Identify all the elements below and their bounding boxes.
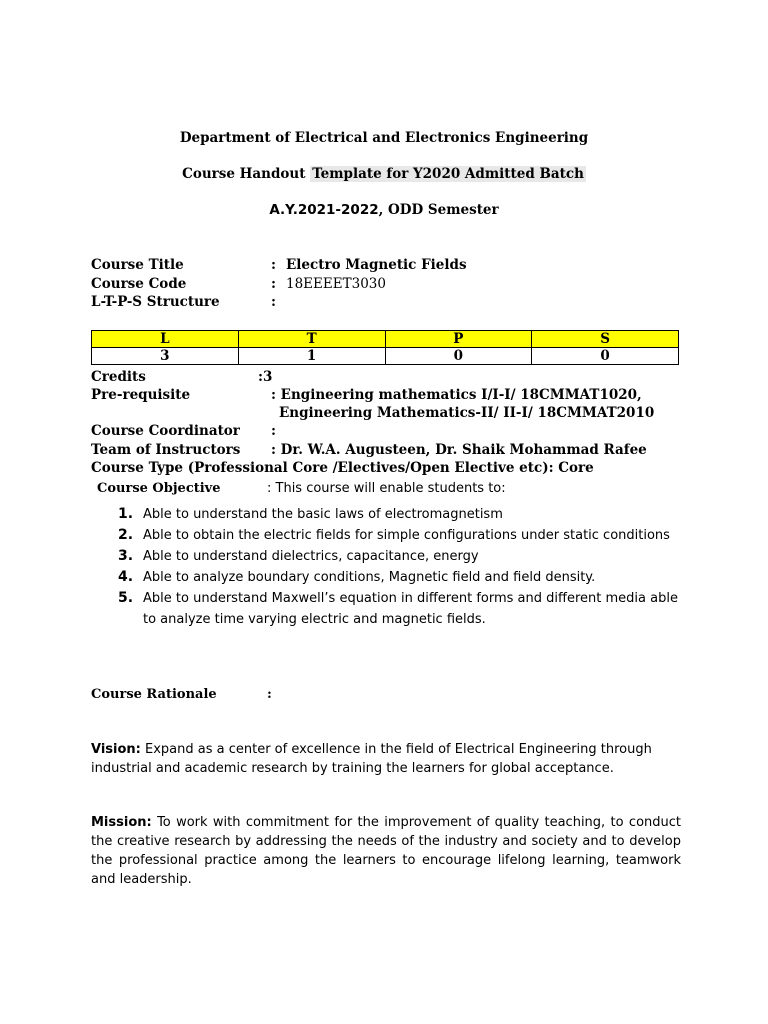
handout-title	[0, 166, 768, 182]
course-code-value: 18EEEET3030	[286, 276, 386, 292]
ltps-header-s: S	[532, 331, 679, 348]
handout-highlight: Template for Y2020 Admitted Batch	[312, 166, 584, 182]
list-item	[118, 525, 678, 546]
ltps-value-l: 3	[92, 348, 239, 365]
objective-text: Able to obtain the electric fields for simple configurations under static conditions	[143, 528, 670, 543]
course-type: Course Type (Professional Core /Electives/Open Elective etc): Core	[91, 460, 594, 476]
coordinator-sep: :	[271, 423, 276, 439]
ltps-header-p: P	[385, 331, 532, 348]
credits-value: :3	[258, 369, 273, 385]
department-title: Department of Electrical and Electronics Engineering	[179, 130, 589, 146]
mission-text: To work with commitment for the improvement of quality teaching, to conduct the creative research by addressing the needs of the industry and society and to develop the professional practice among the learners to encourage lifelong learning, teamwork and leadership.	[91, 815, 681, 887]
ltps-value-row	[92, 348, 679, 365]
ltps-header-t: T	[238, 331, 385, 348]
prereq-label: Pre-requisite	[91, 387, 191, 403]
vision-text: Expand as a center of excellence in the field of Electrical Engineering through industrial and academic research by training the learners for global acceptance.	[91, 742, 652, 776]
rationale-label: Course Rationale	[91, 687, 217, 702]
vision-label: Vision:	[91, 742, 141, 757]
objective-number: 5.	[118, 590, 134, 606]
vision-paragraph	[91, 740, 681, 778]
mission-paragraph	[91, 813, 681, 889]
ltps-header-l: L	[92, 331, 239, 348]
mission-label: Mission:	[91, 815, 152, 830]
prereq-line1: : Engineering mathematics I/I-I/ 18CMMAT1020,	[271, 387, 642, 403]
academic-year: A.Y.2021-2022	[269, 202, 379, 218]
objective-number: 3.	[118, 548, 134, 564]
list-item	[118, 567, 678, 588]
ltps-table	[91, 330, 679, 365]
objective-list	[118, 504, 678, 630]
prereq-line2: Engineering Mathematics-II/ II-I/ 18CMMAT2010	[279, 405, 655, 421]
list-item	[118, 546, 678, 567]
objective-text: Able to understand dielectrics, capacitance, energy	[143, 549, 479, 564]
list-item	[118, 588, 678, 630]
semester: , ODD Semester	[378, 202, 499, 218]
objective-text: Able to analyze boundary conditions, Magnetic field and field density.	[143, 570, 596, 585]
objective-intro: : This course will enable students to:	[267, 481, 506, 496]
course-title-value: Electro Magnetic Fields	[286, 257, 467, 273]
course-title-label: Course Title	[91, 257, 184, 273]
objective-text: Able to understand Maxwell’s equation in different forms and different media able to analyze time varying electric and magnetic fields.	[143, 591, 678, 627]
list-item	[118, 504, 678, 525]
ltps-label: L-T-P-S Structure	[91, 294, 220, 310]
objective-number: 4.	[118, 569, 134, 585]
ltps-value-p: 0	[385, 348, 532, 365]
course-code-sep: :	[271, 276, 276, 292]
instructors-label: Team of Instructors	[91, 442, 241, 458]
rationale-sep: :	[267, 687, 272, 702]
course-title-sep: :	[271, 257, 276, 273]
course-code-label: Course Code	[91, 276, 187, 292]
instructors-value: : Dr. W.A. Augusteen, Dr. Shaik Mohammad Rafee	[271, 442, 647, 458]
objective-number: 2.	[118, 527, 134, 543]
ltps-value-t: 1	[238, 348, 385, 365]
ltps-value-s: 0	[532, 348, 679, 365]
ltps-header-row	[92, 331, 679, 348]
coordinator-label: Course Coordinator	[91, 423, 240, 439]
objective-text: Able to understand the basic laws of electromagnetism	[143, 507, 503, 522]
objective-number: 1.	[118, 506, 134, 522]
credits-label: Credits	[91, 369, 146, 385]
objective-label: Course Objective	[97, 481, 221, 496]
academic-year-line	[0, 202, 768, 218]
handout-prefix: Course Handout	[182, 166, 306, 182]
ltps-sep: :	[271, 294, 276, 310]
